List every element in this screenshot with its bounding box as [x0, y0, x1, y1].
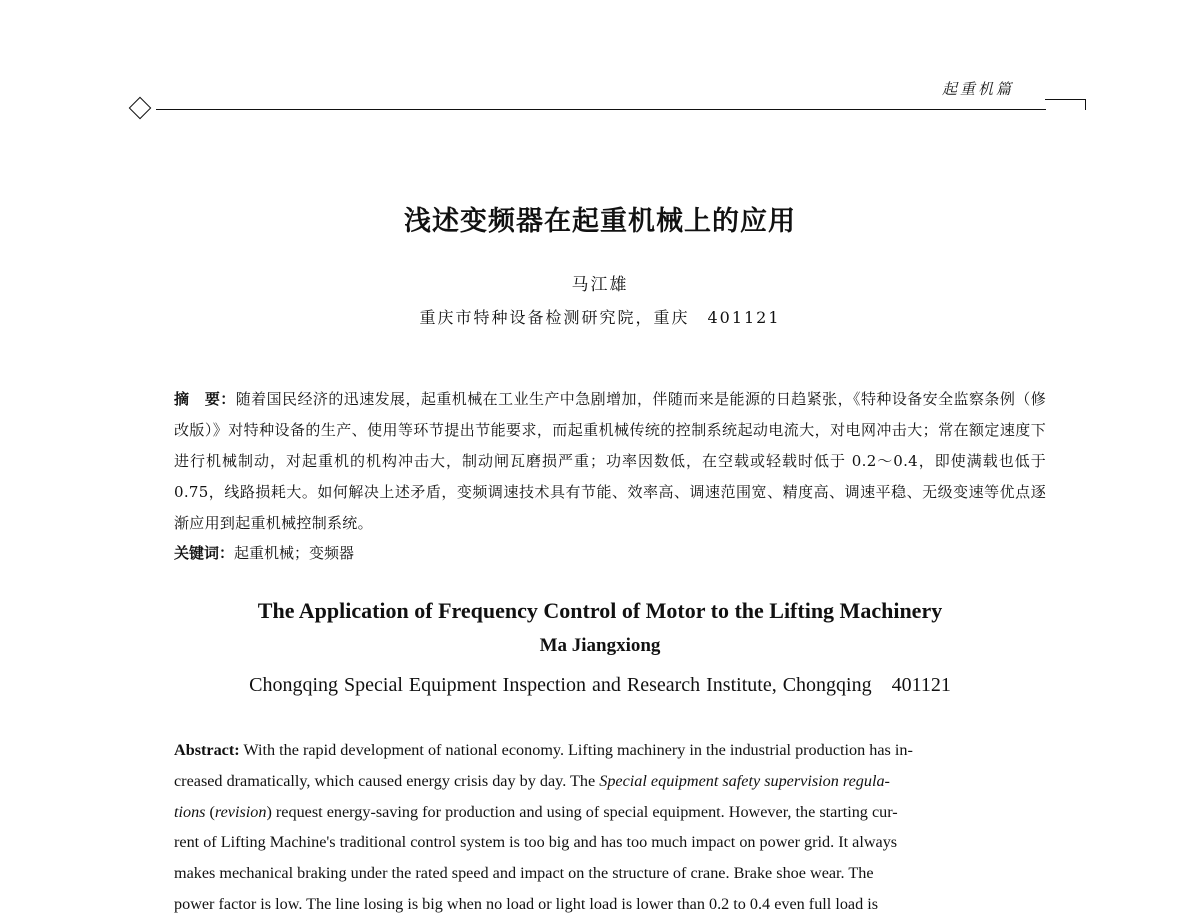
- keywords-cn: [174, 540, 354, 566]
- diamond-icon: [129, 97, 152, 120]
- affiliation-en: Chongqing Special Equipment Inspection and Research Institute, Chongqing 401121: [249, 674, 951, 696]
- abstract-label-cn: 摘 要：: [174, 390, 236, 408]
- abstract-text-cn: 随着国民经济的迅速发展，起重机械在工业生产中急剧增加，伴随而来是能源的日趋紧张，《特种设备安全监察条例（修改版）》对特种设备的生产、使用等环节提出节能要求，而起重机械传统的控制系统起动电流大，对电网冲击大；常在额定速度下进行机械制动，对起重机的机构冲击大，制动闸瓦磨损严重；功率因数低，在空载或轻载时低于 0.2～0.4，即使满载也低于 0.75，线路损耗大。如何解决上述矛盾，变频调速技术具有节能、效率高、调速范围宽、精度高、调速平稳、无级变速等优点逐渐应用到起重机械控制系统。: [174, 390, 1047, 532]
- abstract-en: [174, 735, 1046, 920]
- abstract-line: tions (revision) request energy-saving for production and using of special equipment. However, the starting cur-: [174, 802, 898, 821]
- paper-title-en: The Application of Frequency Control of Motor to the Lifting Machinery: [257, 598, 943, 623]
- header-tab-mark: [1045, 99, 1086, 110]
- abstract-line: power factor is low. The line losing is big when no load or light load is lower than 0.2 to 0.4 even full load is: [174, 894, 879, 913]
- paper-title-cn: 浅述变频器在起重机械上的应用: [404, 206, 796, 237]
- header-rule: [156, 109, 1046, 110]
- keywords-label-cn: 关键词：: [174, 544, 235, 562]
- abstract-label-en: Abstract:: [174, 741, 240, 759]
- keywords-text-cn: 起重机械；变频器: [234, 544, 355, 562]
- abstract-line: creased dramatically, which caused energy crisis day by day. The Special equipment safety supervision regula-: [174, 771, 890, 790]
- regulation-title: Special equipment safety supervision regula-: [599, 771, 890, 790]
- author-en: Ma Jiangxiong: [539, 635, 661, 656]
- abstract-line: rent of Lifting Machine's traditional control system is too big and has too much impact on power grid. It always: [174, 833, 898, 852]
- affiliation-cn: 重庆市特种设备检测研究院，重庆 401121: [419, 308, 781, 327]
- running-header-section: 起重机篇: [942, 80, 1015, 98]
- abstract-line: Abstract: With the rapid development of national economy. Lifting machinery in the industrial production has in-: [174, 741, 913, 759]
- abstract-cn: [174, 384, 1046, 539]
- author-cn: 马江雄: [571, 275, 629, 295]
- abstract-line: makes mechanical braking under the rated speed and impact on the structure of crane. Brake shoe wear. The: [174, 864, 874, 883]
